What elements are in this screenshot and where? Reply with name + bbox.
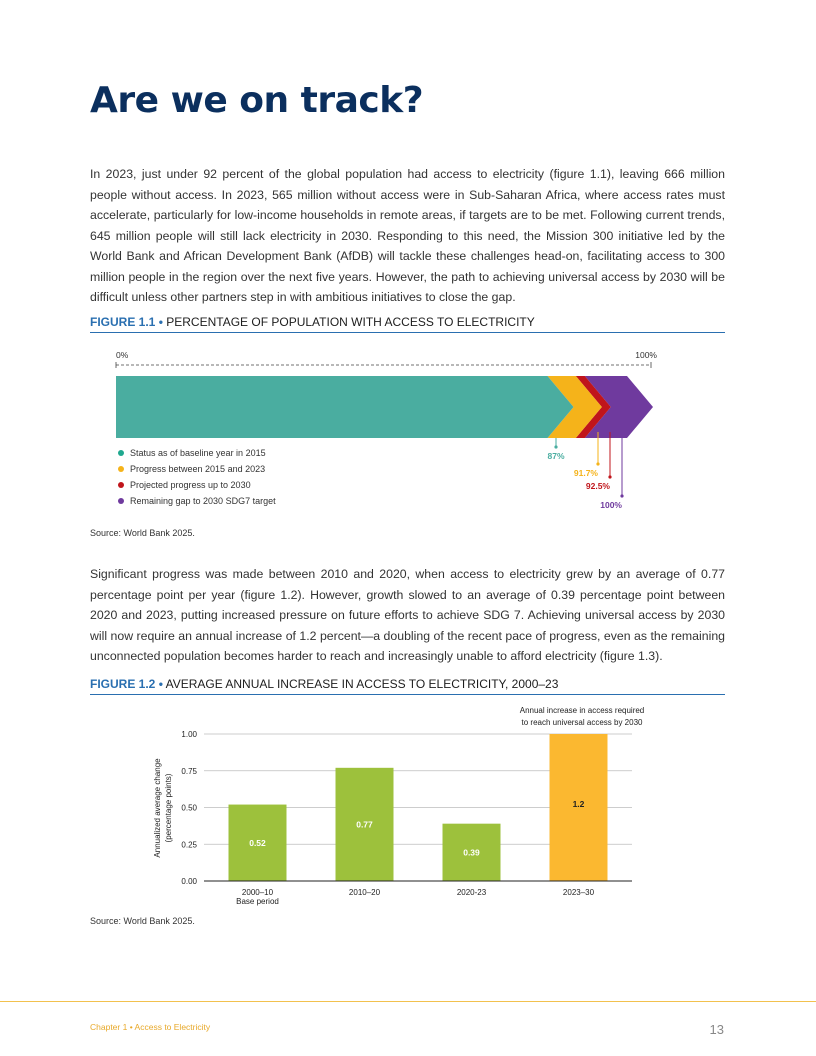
x-tick-label: 2010–20 bbox=[348, 888, 381, 897]
footer-chapter: Chapter 1 • Access to Electricity bbox=[90, 1022, 211, 1032]
bar-value-label-1: 0.52 bbox=[249, 837, 266, 848]
legend-label: Progress between 2015 and 2023 bbox=[130, 464, 266, 474]
figure-label: FIGURE 1.1 bbox=[90, 315, 156, 329]
y-axis-title-line-1: Annualized average change bbox=[153, 758, 162, 858]
figure-1-2-source: Source: World Bank 2025. bbox=[90, 916, 195, 926]
figure-title-text: AVERAGE ANNUAL INCREASE IN ACCESS TO ELECTRICITY, 2000–23 bbox=[165, 677, 559, 691]
progress-paragraph: Significant progress was made between 2010 and 2020, when access to electricity grew by an average of 0.77 percentage point per year (figure 1.2). However, growth slowed to an average of 0.39 percentage point between 2020 and 2023, putting increased pressure on future efforts to achieve SDG 7. Achieving universal access by 2030 will now require an annual increase of 1.2 percent—a doubling of the recent pace of progress, even as the remaining unconnected population becomes harder to reach and increasingly unable to afford electricity (figure 1.3). bbox=[90, 567, 725, 663]
x-tick-sublabel: Base period bbox=[236, 897, 279, 906]
y-tick-label: 0.75 bbox=[181, 766, 197, 776]
x-tick-label: 2023–30 bbox=[562, 888, 595, 897]
legend-label: Projected progress up to 2030 bbox=[130, 480, 251, 490]
x-tick-label: 2000–10 bbox=[241, 888, 274, 897]
figure-separator: • bbox=[158, 315, 163, 329]
y-axis-title-line-2: (percentage points) bbox=[164, 773, 173, 843]
figure-label: FIGURE 1.2 bbox=[90, 677, 156, 691]
axis-start-label: 0% bbox=[116, 350, 129, 360]
axis-end-label: 100% bbox=[635, 350, 657, 360]
bar-value-label-3: 0.39 bbox=[463, 847, 480, 858]
legend-label: Status as of baseline year in 2015 bbox=[130, 448, 266, 458]
data-label-3: 92.5% bbox=[585, 481, 610, 491]
data-label-2: 91.7% bbox=[573, 468, 598, 478]
y-tick-label: 0.50 bbox=[181, 803, 197, 813]
annotation-line-2: to reach universal access by 2030 bbox=[521, 718, 643, 727]
legend-label: Remaining gap to 2030 SDG7 target bbox=[130, 496, 276, 506]
bar-value-label-2: 0.77 bbox=[356, 819, 373, 830]
figure-title-text: PERCENTAGE OF POPULATION WITH ACCESS TO ELECTRICITY bbox=[166, 315, 535, 329]
intro-paragraph: In 2023, just under 92 percent of the global population had access to electricity (figure 1.1), leaving 666 million people without access. In 2023, 565 million without access were in Sub-Saharan Africa, where access rates must accelerate, particularly for low-income households in remote areas, if targets are to be met. Following current trends, 645 million people will still lack electricity in 2030. Responding to this need, the Mission 300 initiative led by the World Bank and African Development Bank (AfDB) will tackle these challenges head-on, facilitating access to 300 million people in the region over the next five years. However, the path to achieving universal access by 2030 will be difficult unless other partners step in with ambitious initiatives to close the gap. bbox=[90, 167, 725, 304]
figure-1-1-source: Source: World Bank 2025. bbox=[90, 528, 195, 538]
y-tick-label: 0.25 bbox=[181, 840, 197, 850]
data-label-1: 87% bbox=[547, 451, 565, 461]
footer-divider bbox=[0, 1001, 816, 1002]
figure-separator: • bbox=[158, 677, 163, 691]
page-number: 13 bbox=[709, 1022, 724, 1037]
y-tick-label: 0.00 bbox=[181, 877, 197, 886]
bar-value-label-4: 1.2 bbox=[572, 799, 585, 809]
y-tick-label: 1.00 bbox=[181, 730, 197, 739]
data-label-4: 100% bbox=[600, 500, 622, 510]
page-title: Are we on track? bbox=[90, 80, 424, 121]
x-tick-label: 2020-23 bbox=[456, 888, 487, 897]
annotation-line-1: Annual increase in access required bbox=[519, 706, 645, 715]
